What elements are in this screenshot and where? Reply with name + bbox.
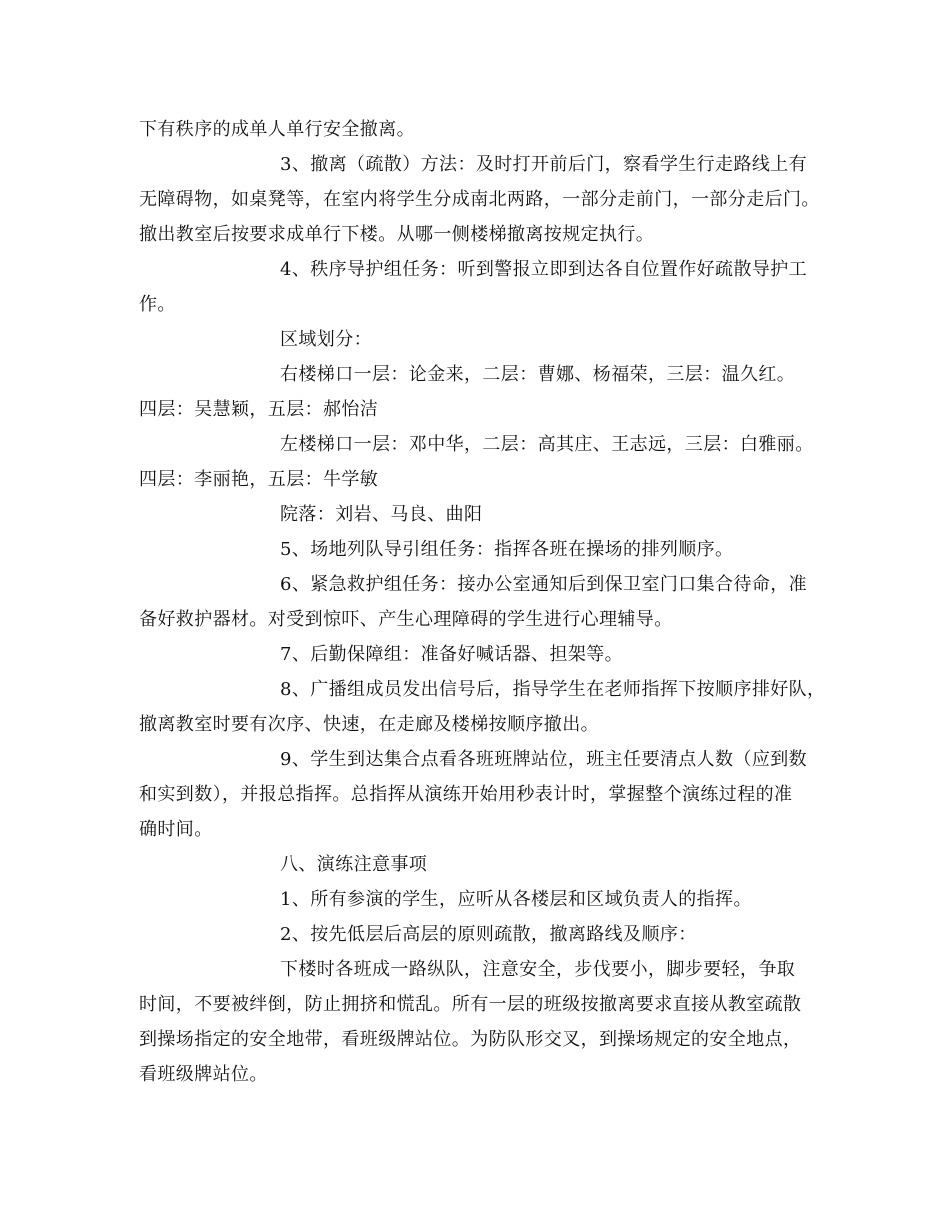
text-line: 左楼梯口一层：邓中华，二层：高其庄、王志远，三层：白雅丽。 xyxy=(280,434,814,455)
text-line: 四层：李丽艳，五层：牛学敏 xyxy=(139,469,379,490)
text-line: 撤出教室后按要求成单行下楼。从哪一侧楼梯撤离按规定执行。 xyxy=(139,224,655,245)
text-line: 8、广播组成员发出信号后，指导学生在老师指挥下按顺序排好队， xyxy=(280,679,826,700)
text-line: 看班级牌站位。 xyxy=(139,1064,268,1085)
text-line: 到操场指定的安全地带，看班级牌站位。为防队形交叉，到操场规定的安全地点， xyxy=(139,1029,802,1050)
text-line: 四层：吴慧颖，五层：郝怡洁 xyxy=(139,399,379,420)
text-line: 无障碍物，如桌凳等，在室内将学生分成南北两路，一部分走前门，一部分走后门。 xyxy=(139,189,820,210)
text-line: 7、后勤保障组：准备好喊话器、担架等。 xyxy=(280,644,624,665)
text-line: 备好救护器材。对受到惊吓、产生心理障碍的学生进行心理辅导。 xyxy=(139,609,673,630)
text-line: 1、所有参演的学生，应听从各楼层和区域负责人的指挥。 xyxy=(280,889,752,910)
text-line: 6、紧急救护组任务：接办公室通知后到保卫室门口集合待命，准 xyxy=(280,574,808,595)
text-line: 区域划分： xyxy=(280,329,372,350)
text-line: 确时间。 xyxy=(139,819,213,840)
text-line: 下楼时各班成一路纵队，注意安全，步伐要小，脚步要轻，争取 xyxy=(280,959,796,980)
text-line: 和实到数），并报总指挥。总指挥从演练开始用秒表计时，掌握整个演练过程的准 xyxy=(139,784,793,805)
text-line: 撤离教室时要有次序、快速，在走廊及楼梯按顺序撤出。 xyxy=(139,714,599,735)
text-line: 院落：刘岩、马良、曲阳 xyxy=(280,504,483,525)
text-line: 5、场地列队导引组任务：指挥各班在操场的排列顺序。 xyxy=(280,539,734,560)
section-heading: 八、演练注意事项 xyxy=(280,854,428,875)
text-line: 右楼梯口一层：论金来，二层：曹娜、杨福荣，三层：温久红。 xyxy=(280,364,796,385)
text-line: 9、学生到达集合点看各班班牌站位，班主任要清点人数（应到数 xyxy=(280,749,808,770)
text-line: 作。 xyxy=(139,294,176,315)
text-line: 3、撤离（疏散）方法：及时打开前后门，察看学生行走路线上有 xyxy=(280,154,808,175)
text-line: 2、按先低层后高层的原则疏散，撤离路线及顺序： xyxy=(280,924,697,945)
text-line: 4、秩序导护组任务：听到警报立即到达各自位置作好疏散导护工 xyxy=(280,259,808,280)
text-line: 下有秩序的成单人单行安全撤离。 xyxy=(139,119,415,140)
text-line: 时间，不要被绊倒，防止拥挤和慌乱。所有一层的班级按撤离要求直接从教室疏散 xyxy=(139,994,802,1015)
